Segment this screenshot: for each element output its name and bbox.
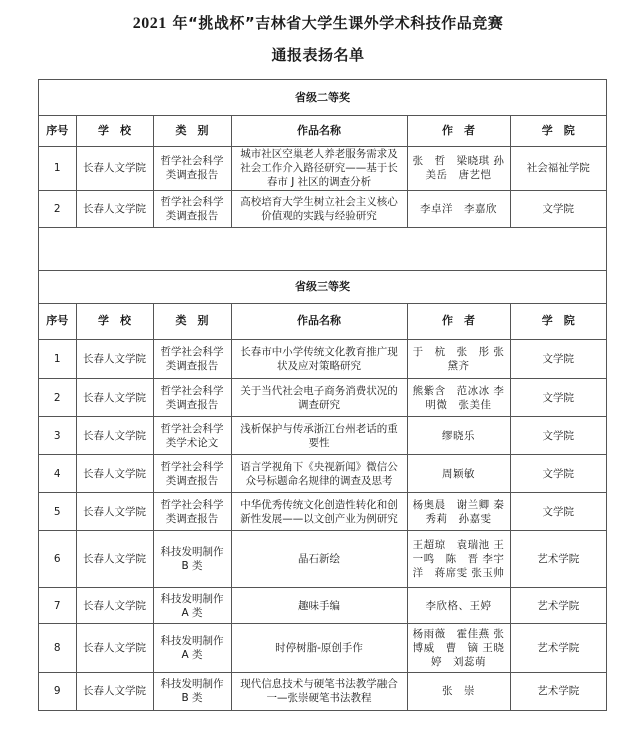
- seq-cell: 1: [39, 146, 76, 190]
- college-cell: 社会福祉学院: [510, 146, 606, 190]
- title-year: 2021: [132, 15, 167, 32]
- document-title: [0, 12, 636, 33]
- school-cell: 长春人文学院: [76, 340, 153, 379]
- table-row: [39, 190, 606, 227]
- work-title-cell: 晶石新绘: [231, 531, 407, 588]
- school-cell: 长春人文学院: [76, 588, 153, 624]
- column-header-college: 学 院: [510, 304, 606, 340]
- school-cell: 长春人文学院: [76, 673, 153, 710]
- school-cell: 长春人文学院: [76, 146, 153, 190]
- school-cell: 长春人文学院: [76, 379, 153, 417]
- work-title-cell: 关于当代社会电子商务消费状况的调查研究: [231, 379, 407, 417]
- category-cell: 科技发明制作 A 类: [153, 624, 231, 673]
- seq-cell: 2: [39, 190, 76, 227]
- table-row: [39, 624, 606, 673]
- section-heading-second-prize: 省级二等奖: [39, 80, 606, 116]
- column-header-work-title: 作品名称: [231, 304, 407, 340]
- title-main: 年“挑战杯”吉林省大学生课外学术科技作品竞赛: [166, 14, 504, 32]
- column-header-category: 类 别: [153, 304, 231, 340]
- work-title-cell: 长春市中小学传统文化教育推广现状及应对策略研究: [231, 340, 407, 379]
- seq-cell: 9: [39, 673, 76, 710]
- authors-cell: 于 杭 张 彤 张黛齐: [407, 340, 510, 379]
- college-cell: 艺术学院: [510, 673, 606, 710]
- authors-cell: 缪晓乐: [407, 417, 510, 455]
- table-row: [39, 493, 606, 531]
- authors-cell: 杨雨薇 霍佳燕 张博威 曹 镝 王晓婷 刘蕊萌: [407, 624, 510, 673]
- seq-cell: 7: [39, 588, 76, 624]
- award-list-frame: [38, 79, 607, 711]
- category-cell: 科技发明制作 A 类: [153, 588, 231, 624]
- college-cell: 文学院: [510, 340, 606, 379]
- category-cell: 哲学社会科学类调查报告: [153, 493, 231, 531]
- column-header-authors: 作 者: [407, 116, 510, 146]
- college-cell: 艺术学院: [510, 624, 606, 673]
- third-prize-table: [39, 304, 606, 710]
- table-row: [39, 146, 606, 190]
- table-row: [39, 588, 606, 624]
- section-gap: [39, 228, 606, 270]
- table-row: [39, 531, 606, 588]
- category-cell: 科技发明制作 B 类: [153, 673, 231, 710]
- category-cell: 哲学社会科学类调查报告: [153, 340, 231, 379]
- seq-cell: 3: [39, 417, 76, 455]
- school-cell: 长春人文学院: [76, 624, 153, 673]
- school-cell: 长春人文学院: [76, 531, 153, 588]
- seq-cell: 1: [39, 340, 76, 379]
- category-cell: 哲学社会科学类学术论文: [153, 417, 231, 455]
- column-header-college: 学 院: [510, 116, 606, 146]
- seq-cell: 5: [39, 493, 76, 531]
- table-row: [39, 455, 606, 493]
- college-cell: 文学院: [510, 455, 606, 493]
- seq-cell: 2: [39, 379, 76, 417]
- column-header-category: 类 别: [153, 116, 231, 146]
- school-cell: 长春人文学院: [76, 190, 153, 227]
- college-cell: 文学院: [510, 417, 606, 455]
- second-prize-table: [39, 116, 606, 228]
- table-row: [39, 417, 606, 455]
- document-subtitle: 通报表扬名单: [271, 46, 365, 64]
- category-cell: 科技发明制作 B 类: [153, 531, 231, 588]
- column-header-work-title: 作品名称: [231, 116, 407, 146]
- category-cell: 哲学社会科学类调查报告: [153, 146, 231, 190]
- column-header-school: 学 校: [76, 116, 153, 146]
- college-cell: 文学院: [510, 493, 606, 531]
- column-header-seq: 序号: [39, 304, 76, 340]
- authors-cell: 周颖敏: [407, 455, 510, 493]
- work-title-cell: 现代信息技术与硬笔书法教学融合一—张崇硬笔书法教程: [231, 673, 407, 710]
- work-title-cell: 趣味手编: [231, 588, 407, 624]
- table-header-row: [39, 304, 606, 340]
- authors-cell: 张 崇: [407, 673, 510, 710]
- work-title-cell: 中华优秀传统文化创造性转化和创新性发展——以文创产业为例研究: [231, 493, 407, 531]
- work-title-cell: 时停树脂-原创手作: [231, 624, 407, 673]
- seq-cell: 8: [39, 624, 76, 673]
- authors-cell: 王超琼 袁瑞池 王一鸣 陈 晋 李宇洋 蒋席雯 张玉帅: [407, 531, 510, 588]
- authors-cell: 李欣格、王婷: [407, 588, 510, 624]
- seq-cell: 6: [39, 531, 76, 588]
- school-cell: 长春人文学院: [76, 493, 153, 531]
- work-title-cell: 浅析保护与传承浙江台州老话的重要性: [231, 417, 407, 455]
- college-cell: 艺术学院: [510, 531, 606, 588]
- school-cell: 长春人文学院: [76, 417, 153, 455]
- table-row: [39, 340, 606, 379]
- table-header-row: [39, 116, 606, 146]
- category-cell: 哲学社会科学类调查报告: [153, 379, 231, 417]
- work-title-cell: 语言学视角下《央视新闻》微信公众号标题命名规律的调查及思考: [231, 455, 407, 493]
- seq-cell: 4: [39, 455, 76, 493]
- work-title-cell: 城市社区空巢老人养老服务需求及社会工作介入路径研究——基于长春市 J 社区的调查分析: [231, 146, 407, 190]
- category-cell: 哲学社会科学类调查报告: [153, 455, 231, 493]
- table-row: [39, 673, 606, 710]
- column-header-school: 学 校: [76, 304, 153, 340]
- section-heading-third-prize: 省级三等奖: [39, 270, 606, 304]
- column-header-seq: 序号: [39, 116, 76, 146]
- college-cell: 艺术学院: [510, 588, 606, 624]
- authors-cell: 李卓洋 李嘉欣: [407, 190, 510, 227]
- college-cell: 文学院: [510, 190, 606, 227]
- table-row: [39, 379, 606, 417]
- authors-cell: 杨奥晨 谢兰卿 秦秀莉 孙嘉雯: [407, 493, 510, 531]
- column-header-authors: 作 者: [407, 304, 510, 340]
- school-cell: 长春人文学院: [76, 455, 153, 493]
- authors-cell: 张 哲 梁晓琪 孙美岳 唐艺恺: [407, 146, 510, 190]
- work-title-cell: 高校培育大学生树立社会主义核心价值观的实践与经验研究: [231, 190, 407, 227]
- authors-cell: 熊紫含 范冰冰 李明微 张美佳: [407, 379, 510, 417]
- category-cell: 哲学社会科学类调查报告: [153, 190, 231, 227]
- college-cell: 文学院: [510, 379, 606, 417]
